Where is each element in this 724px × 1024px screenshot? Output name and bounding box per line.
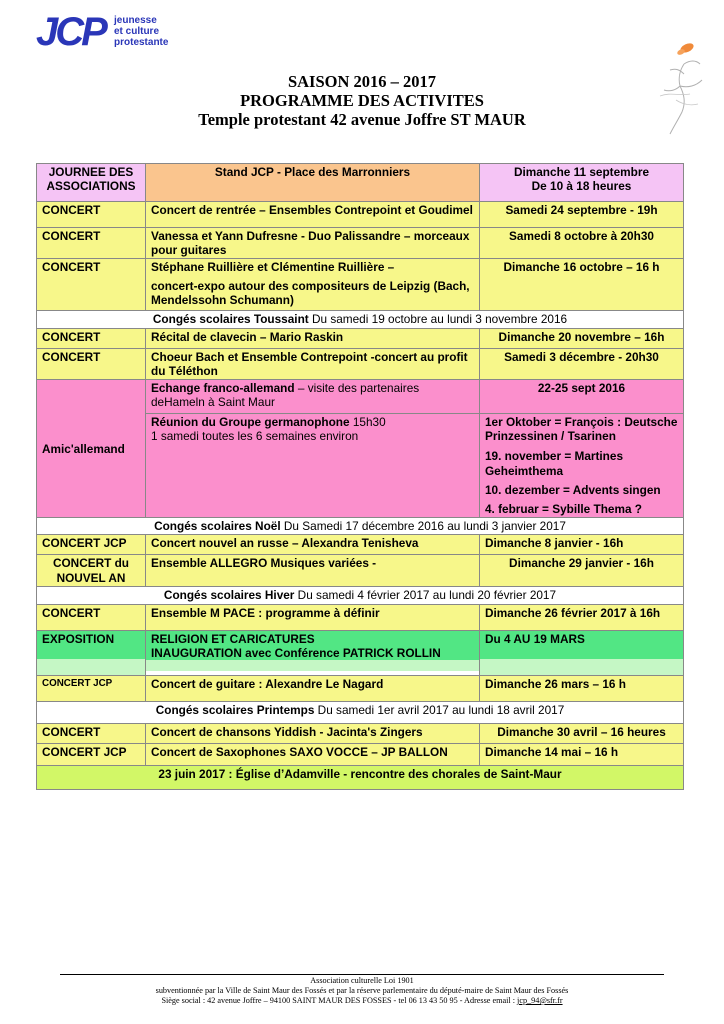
event-cell [146, 380, 480, 414]
type-line: ASSOCIATIONS [46, 179, 136, 194]
type-cell: CONCERT [37, 328, 146, 348]
type-line: NOUVEL AN [56, 570, 126, 585]
event-line: RELIGION ET CARICATURES [151, 631, 315, 646]
table-row-concert [37, 743, 684, 765]
type-line: JOURNEE DES [48, 165, 134, 179]
date-cell: Samedi 24 septembre - 19h [480, 202, 684, 228]
holiday-cell [37, 311, 684, 328]
theme-item: 19. november = Martines Geheimthema [485, 449, 624, 478]
event-line: concert-expo autour des compositeurs de Leipzig (Bach, Mendelssohn Schumann) [151, 278, 470, 307]
theme-item: 4. februar = Sybille Thema ? [485, 502, 643, 517]
date-cell: Dimanche 16 octobre – 16 h [480, 259, 684, 311]
event-detail: 1 samedi toutes les 6 semaines environ [151, 429, 359, 444]
date-cell: 22-25 sept 2016 [480, 380, 684, 414]
holiday-label: Congés scolaires Printemps [155, 702, 315, 717]
footer-address-text: Siège social : 42 avenue Joffre – 94100 SAINT MAUR DES FOSSES - tel 06 13 43 50 95 - Adresse email : [161, 996, 518, 1005]
event-cell: Ensemble ALLEGRO Musiques variées - [146, 555, 480, 587]
title-season: SAISON 2016 – 2017 [287, 72, 437, 91]
type-cell: CONCERT JCP [37, 535, 146, 555]
date-line: De 10 à 18 heures [531, 179, 632, 194]
date-cell: Dimanche 30 avril – 16 heures [480, 723, 684, 743]
event-cell: Choeur Bach et Ensemble Contrepoint -concert au profit du Téléthon [146, 348, 480, 379]
holiday-cell [37, 701, 684, 723]
event-cell: Récital de clavecin – Mario Raskin [146, 328, 480, 348]
holiday-row-hiver [37, 587, 684, 604]
event-cell [146, 414, 480, 518]
table-row-concert [37, 228, 684, 259]
event-cell: Vanessa et Yann Dufresne - Duo Palissandre – morceaux pour guitares [146, 228, 480, 259]
holiday-dates: Du samedi 4 février 2017 au lundi 20 février 2017 [294, 588, 557, 603]
holiday-cell [37, 587, 684, 604]
table-row-concert [37, 328, 684, 348]
holiday-dates: Du samedi 1er avril 2017 au lundi 18 avril 2017 [314, 702, 565, 717]
type-cell: CONCERT [37, 348, 146, 379]
event-cell: Ensemble M PACE : programme à définir [146, 604, 480, 630]
table-row-exposition [37, 630, 684, 675]
theme-item: 10. dezember = Advents singen [485, 482, 661, 497]
event-cell: Concert de chansons Yiddish - Jacinta's Zingers [146, 723, 480, 743]
holiday-label: Congés scolaires Noël [154, 519, 281, 534]
final-event-cell: 23 juin 2017 : Église d’Adamville - rencontre des chorales de Saint-Maur [37, 765, 684, 789]
event-cell: Concert de rentrée – Ensembles Contrepoint et Goudimel [146, 202, 480, 228]
type-cell [37, 555, 146, 587]
date-label: Du 4 AU 19 MARS [480, 631, 683, 659]
table-row-chorales [37, 765, 684, 789]
date-cell: Dimanche 20 novembre – 16h [480, 328, 684, 348]
footer-divider [60, 974, 664, 975]
date-cell: Dimanche 29 janvier - 16h [480, 555, 684, 587]
date-cell: Samedi 8 octobre à 20h30 [480, 228, 684, 259]
table-row-concert [37, 535, 684, 555]
title-programme: PROGRAMME DES ACTIVITES [240, 91, 484, 110]
holiday-label: Congés scolaires Hiver [163, 588, 295, 603]
logo-tagline-line3: protestante [114, 37, 169, 48]
date-cell: Dimanche 8 janvier - 16h [480, 535, 684, 555]
table-row-concert [37, 604, 684, 630]
logo-tagline [114, 15, 168, 48]
date-cell: Dimanche 26 février 2017 à 16h [480, 604, 684, 630]
footer-association: Association culturelle Loi 1901 [310, 976, 414, 985]
table-row-concert [37, 202, 684, 228]
table-row-journee [37, 164, 684, 202]
date-line: Dimanche 11 septembre [513, 165, 650, 179]
table-row-concert [37, 348, 684, 379]
event-cell: Concert de Saxophones SAXO VOCCE – JP BALLON [146, 743, 480, 765]
footer-subsidy: subventionnée par la Ville de Saint Maur des Fossés et par la réserve parlementaire du député-maire de Saint Maur des Fossés [155, 986, 569, 995]
event-cell: Concert de guitare : Alexandre Le Nagard [146, 675, 480, 701]
logo-tagline-line2: et culture [114, 26, 160, 37]
footer-address [0, 996, 724, 1006]
date-cell: Dimanche 14 mai – 16 h [480, 743, 684, 765]
logo-tagline-line1: jeunesse [114, 15, 157, 26]
date-cell: Samedi 3 décembre - 20h30 [480, 348, 684, 379]
table-row-concert [37, 259, 684, 311]
event-cell: Stand JCP - Place des Marronniers [146, 164, 480, 202]
table-row-concert [37, 555, 684, 587]
type-cell: CONCERT JCP [37, 675, 146, 701]
event-title: Echange franco-allemand [151, 381, 295, 396]
type-cell: Amic'allemand [37, 380, 146, 518]
title-location: Temple protestant 42 avenue Joffre ST MAUR [198, 110, 526, 129]
type-label: EXPOSITION [37, 631, 145, 659]
event-detail: 15h30 [349, 415, 386, 430]
holiday-row-noel [37, 518, 684, 535]
type-cell: CONCERT JCP [37, 743, 146, 765]
date-cell [480, 630, 684, 675]
event-cell [146, 630, 480, 675]
theme-item: 1er Oktober = François : Deutsche Prinzessinen / Tsarinen [485, 415, 678, 444]
event-line: Stéphane Ruillière et Clémentine Ruillière – [151, 260, 395, 275]
holiday-cell [37, 518, 684, 535]
event-detail: – visite des partenaires deHameln à Saint Maur [151, 381, 420, 410]
event-line: INAUGURATION avec Conférence PATRICK ROLLIN [151, 645, 441, 660]
date-cell [480, 414, 684, 518]
type-cell [37, 630, 146, 675]
event-cell: Concert nouvel an russe – Alexandra Tenisheva [146, 535, 480, 555]
jcp-logo [36, 8, 176, 56]
date-cell [480, 164, 684, 202]
holiday-dates: Du Samedi 17 décembre 2016 au lundi 3 janvier 2017 [280, 519, 566, 534]
holiday-label: Congés scolaires Toussaint [152, 312, 309, 327]
type-cell: CONCERT [37, 259, 146, 311]
holiday-row-printemps [37, 701, 684, 723]
event-title: Réunion du Groupe germanophone [151, 415, 350, 430]
event-cell [146, 259, 480, 311]
programme-table [36, 163, 684, 790]
type-line: CONCERT du [52, 556, 130, 571]
table-row-concert [37, 723, 684, 743]
holiday-row-toussaint [37, 311, 684, 328]
table-row-amicallemand-echange [37, 380, 684, 414]
holiday-dates: Du samedi 19 octobre au lundi 3 novembre 2016 [308, 312, 568, 327]
logo-mark: JCP [36, 10, 105, 54]
type-cell: CONCERT [37, 202, 146, 228]
type-cell [37, 164, 146, 202]
type-cell: CONCERT [37, 723, 146, 743]
type-cell: CONCERT [37, 228, 146, 259]
date-cell: Dimanche 26 mars – 16 h [480, 675, 684, 701]
table-row-concert [37, 675, 684, 701]
type-cell: CONCERT [37, 604, 146, 630]
footer-email-link[interactable]: jcp_94@sfr.fr [517, 996, 563, 1005]
